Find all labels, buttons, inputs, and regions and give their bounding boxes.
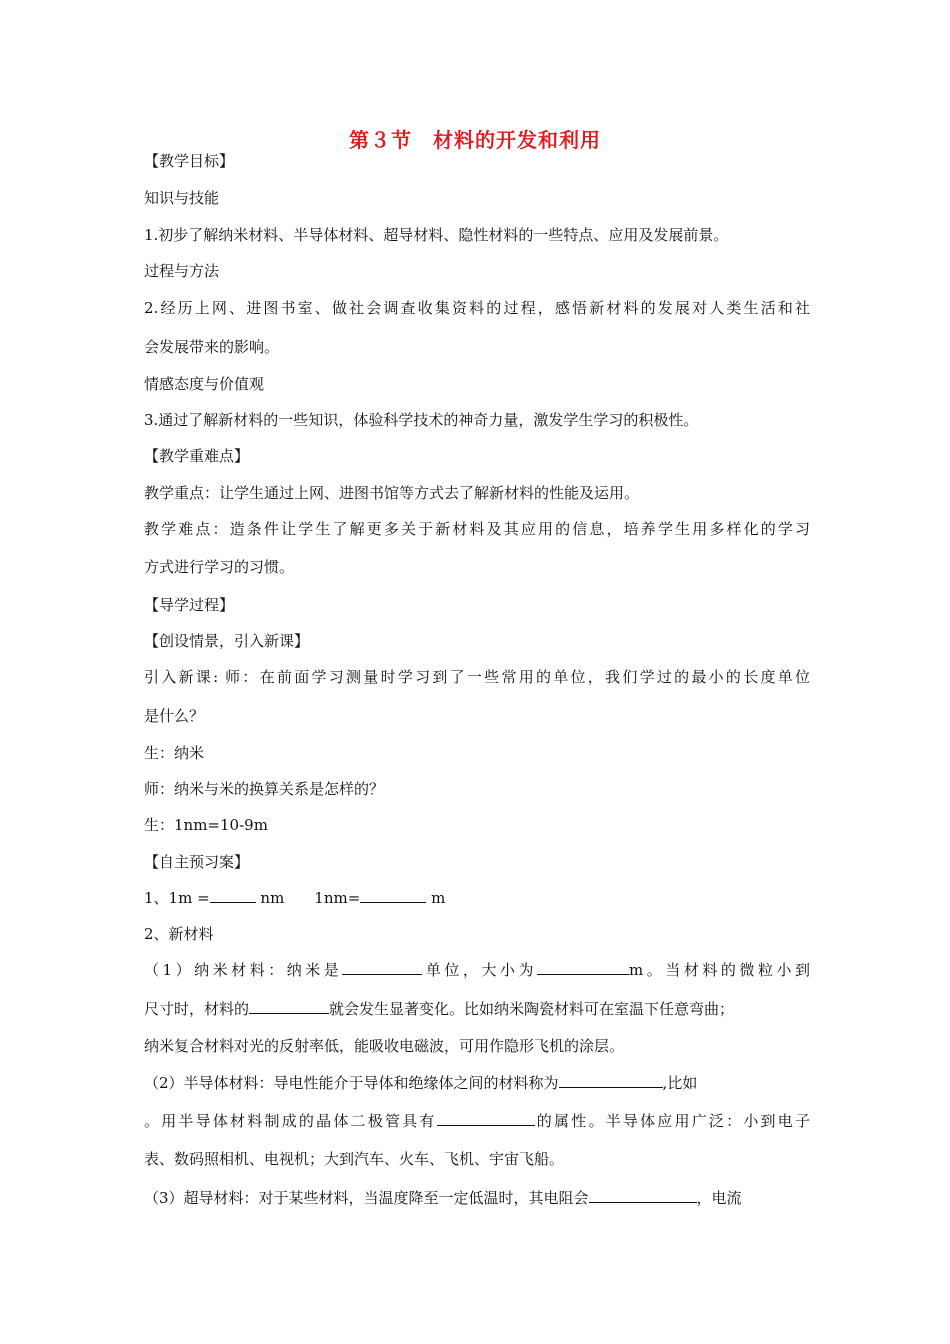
fill-blank-4[interactable] (537, 960, 629, 975)
objective-1: 1.初步了解纳米材料、半导体材料、超导材料、隐性材料的一些特点、应用及发展前景。 (144, 226, 729, 244)
nano-text-b: 单位，大小为 (422, 961, 538, 979)
nano-text-e: 就会发生显著变化。比如纳米陶瓷材料可在室温下任意弯曲； (329, 1000, 735, 1018)
section-heading-objectives: 【教学目标】 (144, 152, 235, 170)
section-heading-process: 【导学过程】 (144, 596, 235, 614)
intro-line-2: 是什么？ (144, 707, 205, 725)
objective-2-line-1: 2.经历上网、进图书室、做社会调查收集资料的过程，感悟新材料的发展对人类生活和社 (144, 299, 810, 317)
semiconductor-line-1 (144, 1073, 810, 1093)
difficulty-line-2: 方式进行学习的习惯。 (144, 558, 295, 576)
section-heading-key-points: 【教学重难点】 (144, 447, 250, 465)
question-1-text-b: nm 1nm= (255, 889, 361, 907)
semiconductor-text-b: ,比如 (662, 1074, 698, 1092)
key-point: 教学重点：让学生通过上网、进图书馆等方式去了解新材料的性能及运用。 (144, 484, 640, 502)
fill-blank-3[interactable] (342, 960, 422, 975)
fill-blank-5[interactable] (249, 999, 329, 1014)
subheading-process-methods: 过程与方法 (144, 262, 220, 280)
nano-paragraph-line-3: 纳米复合材料对光的反射率低，能吸收电磁波，可用作隐形飞机的涂层。 (144, 1037, 625, 1055)
objective-3: 3.通过了解新材料的一些知识，体验科学技术的神奇力量，激发学生学习的积极性。 (144, 411, 699, 429)
semiconductor-line-2 (144, 1111, 810, 1131)
section-heading-introduction: 【创设情景，引入新课】 (144, 632, 310, 650)
section-heading-preview: 【自主预习案】 (144, 853, 250, 871)
nano-paragraph-line-2 (144, 999, 810, 1019)
semiconductor-text-d: 的属性。半导体应用广泛：小到电子 (534, 1112, 810, 1130)
fill-blank-8[interactable] (589, 1188, 697, 1203)
difficulty-line-1: 教学难点：造条件让学生了解更多关于新材料及其应用的信息，培养学生用多样化的学习 (144, 520, 810, 538)
subheading-knowledge-skills: 知识与技能 (144, 189, 220, 207)
student-answer-2: 生：1nm=10-9m (144, 816, 268, 834)
superconductor-text-b: ，电流 (696, 1189, 742, 1207)
superconductor-text-a: （3）超导材料：对于某些材料，当温度降至一定低温时，其电阻会 (144, 1189, 589, 1207)
semiconductor-line-3: 表、数码照相机、电视机；大到汽车、火车、飞机、宇宙飞船。 (144, 1150, 565, 1168)
fill-blank-7[interactable] (437, 1111, 535, 1126)
question-1-text-c: m (426, 889, 446, 907)
question-1-text-a: 1、1m = (144, 889, 210, 907)
subheading-attitude-values: 情感态度与价值观 (144, 375, 265, 393)
question-1 (144, 888, 810, 908)
fill-blank-2[interactable] (360, 888, 426, 903)
page-title: 第３节 材料的开发和利用 (349, 128, 601, 152)
nano-text-a: （1）纳米材料：纳米是 (144, 961, 343, 979)
semiconductor-text-a: （2）半导体材料：导电性能介于导体和绝缘体之间的材料称为 (144, 1074, 559, 1092)
student-answer-1: 生：纳米 (144, 744, 205, 762)
semiconductor-text-c: 。用半导体材料制成的晶体二极管具有 (144, 1112, 437, 1130)
teacher-question: 师：纳米与米的换算关系是怎样的？ (144, 780, 385, 798)
nano-text-c: m。当材料的微粒小到 (629, 961, 810, 979)
fill-blank-1[interactable] (210, 888, 256, 903)
fill-blank-6[interactable] (559, 1073, 663, 1088)
nano-paragraph-line-1 (144, 960, 810, 980)
objective-2-line-2: 会发展带来的影响。 (144, 338, 280, 356)
superconductor-line-1 (144, 1188, 810, 1208)
question-2-heading: 2、新材料 (144, 925, 214, 943)
nano-text-d: 尺寸时，材料的 (144, 1000, 250, 1018)
intro-line-1: 引入新课: 师：在前面学习测量时学习到了一些常用的单位，我们学过的最小的长度单位 (144, 668, 810, 686)
